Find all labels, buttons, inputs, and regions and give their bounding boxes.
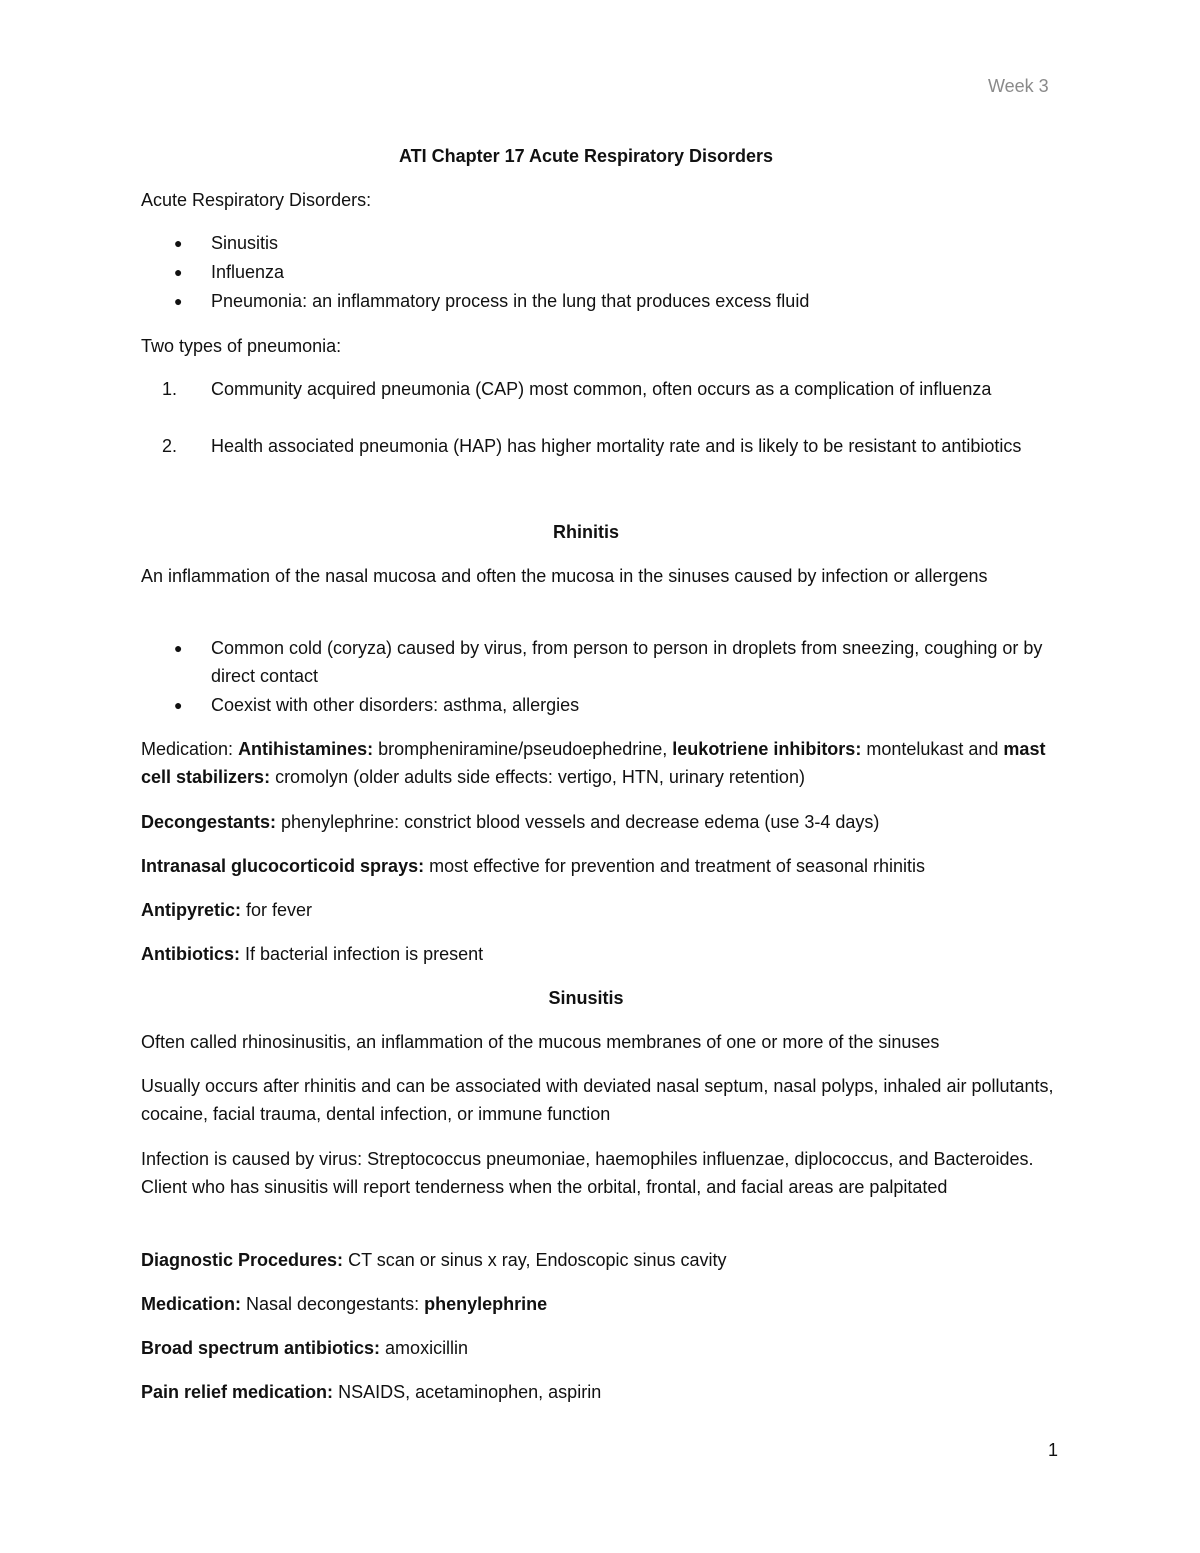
bullet-icon: ● xyxy=(174,293,183,309)
leukotriene-label: leukotriene inhibitors: xyxy=(672,739,862,759)
list-item: Sinusitis xyxy=(211,233,279,253)
mast-cell-label: mast cell stabilizers: xyxy=(141,739,1046,787)
section-heading-rhinitis: Rhinitis xyxy=(553,522,619,542)
antipyretic-line xyxy=(141,896,312,924)
list-item: Pneumonia: an inflammatory process in the lung that produces excess fluid xyxy=(211,291,810,311)
section-heading-sinusitis: Sinusitis xyxy=(548,988,624,1008)
bullet-icon: ● xyxy=(174,640,183,656)
diagnostic-label: Diagnostic Procedures: xyxy=(141,1250,344,1270)
list-item: Community acquired pneumonia (CAP) most common, often occurs as a complication of influenza xyxy=(211,379,992,399)
antihistamines-text: brompheniramine/pseudoephedrine, xyxy=(373,739,673,759)
list-item: Health associated pneumonia (HAP) has higher mortality rate and is likely to be resistant to antibiotics xyxy=(211,436,1022,456)
intranasal-line xyxy=(141,852,925,880)
list-item: Common cold (coryza) caused by virus, from person to person in droplets from sneezing, coughing or by direct contact xyxy=(211,638,1043,686)
antibiotics-label: Antibiotics: xyxy=(141,944,240,964)
bullet-icon: ● xyxy=(174,697,183,713)
antibiotics-line xyxy=(141,940,483,968)
antipyretic-text: for fever xyxy=(241,900,313,920)
diagnostic-text: CT scan or sinus x ray, Endoscopic sinus cavity xyxy=(343,1250,727,1270)
pneumonia-types-label: Two types of pneumonia: xyxy=(141,336,342,356)
sinusitis-medication-label: Medication: xyxy=(141,1294,242,1314)
medication-label: Medication: xyxy=(141,739,239,759)
page-number: 1 xyxy=(1048,1440,1059,1460)
page-header: Week 3 xyxy=(988,76,1049,96)
antihistamines-label: Antihistamines: xyxy=(238,739,374,759)
broad-spectrum-line xyxy=(141,1334,468,1362)
document-title: ATI Chapter 17 Acute Respiratory Disorders xyxy=(398,146,774,166)
decongestants-text: phenylephrine: constrict blood vessels and decrease edema (use 3-4 days) xyxy=(276,812,880,832)
rhinitis-medication xyxy=(141,735,1056,791)
diagnostic-line xyxy=(141,1246,727,1274)
broad-spectrum-text: amoxicillin xyxy=(380,1338,469,1358)
list-item: Influenza xyxy=(211,262,285,282)
pain-relief-text: NSAIDS, acetaminophen, aspirin xyxy=(333,1382,602,1402)
antibiotics-text: If bacterial infection is present xyxy=(240,944,484,964)
sinusitis-paragraph-2: Usually occurs after rhinitis and can be associated with deviated nasal septum, nasal polyps, inhaled air pollutants, cocaine, facial trauma, dental infection, or immune function xyxy=(141,1076,1054,1124)
list-number: 2. xyxy=(162,436,178,456)
decongestants-label: Decongestants: xyxy=(141,812,277,832)
broad-spectrum-label: Broad spectrum antibiotics: xyxy=(141,1338,381,1358)
decongestants-line xyxy=(141,808,879,836)
intranasal-text: most effective for prevention and treatment of seasonal rhinitis xyxy=(424,856,926,876)
sinusitis-paragraph-3: Infection is caused by virus: Streptococcus pneumoniae, haemophiles influenzae, diplococcus, and Bacteroides. Client who has sinusitis will report tenderness when the orbital, frontal, and facial areas are palpitated xyxy=(141,1149,1034,1197)
mast-cell-text: cromolyn (older adults side effects: vertigo, HTN, urinary retention) xyxy=(270,767,805,787)
sinusitis-medication-line xyxy=(141,1290,547,1318)
leukotriene-text: montelukast and xyxy=(861,739,1004,759)
list-number: 1. xyxy=(162,379,178,399)
sinusitis-medication-text: Nasal decongestants: xyxy=(241,1294,425,1314)
bullet-icon: ● xyxy=(174,264,183,280)
antipyretic-label: Antipyretic: xyxy=(141,900,242,920)
pain-relief-line xyxy=(141,1378,601,1406)
rhinitis-definition: An inflammation of the nasal mucosa and often the mucosa in the sinuses caused by infection or allergens xyxy=(141,566,988,586)
intranasal-label: Intranasal glucocorticoid sprays: xyxy=(141,856,425,876)
list-item: Coexist with other disorders: asthma, allergies xyxy=(211,695,580,715)
sinusitis-paragraph-1: Often called rhinosinusitis, an inflammation of the mucous membranes of one or more of the sinuses xyxy=(141,1032,940,1052)
pain-relief-label: Pain relief medication: xyxy=(141,1382,334,1402)
bullet-icon: ● xyxy=(174,235,183,251)
sinusitis-medication-drug: phenylephrine xyxy=(424,1294,548,1314)
intro-label: Acute Respiratory Disorders: xyxy=(141,190,372,210)
